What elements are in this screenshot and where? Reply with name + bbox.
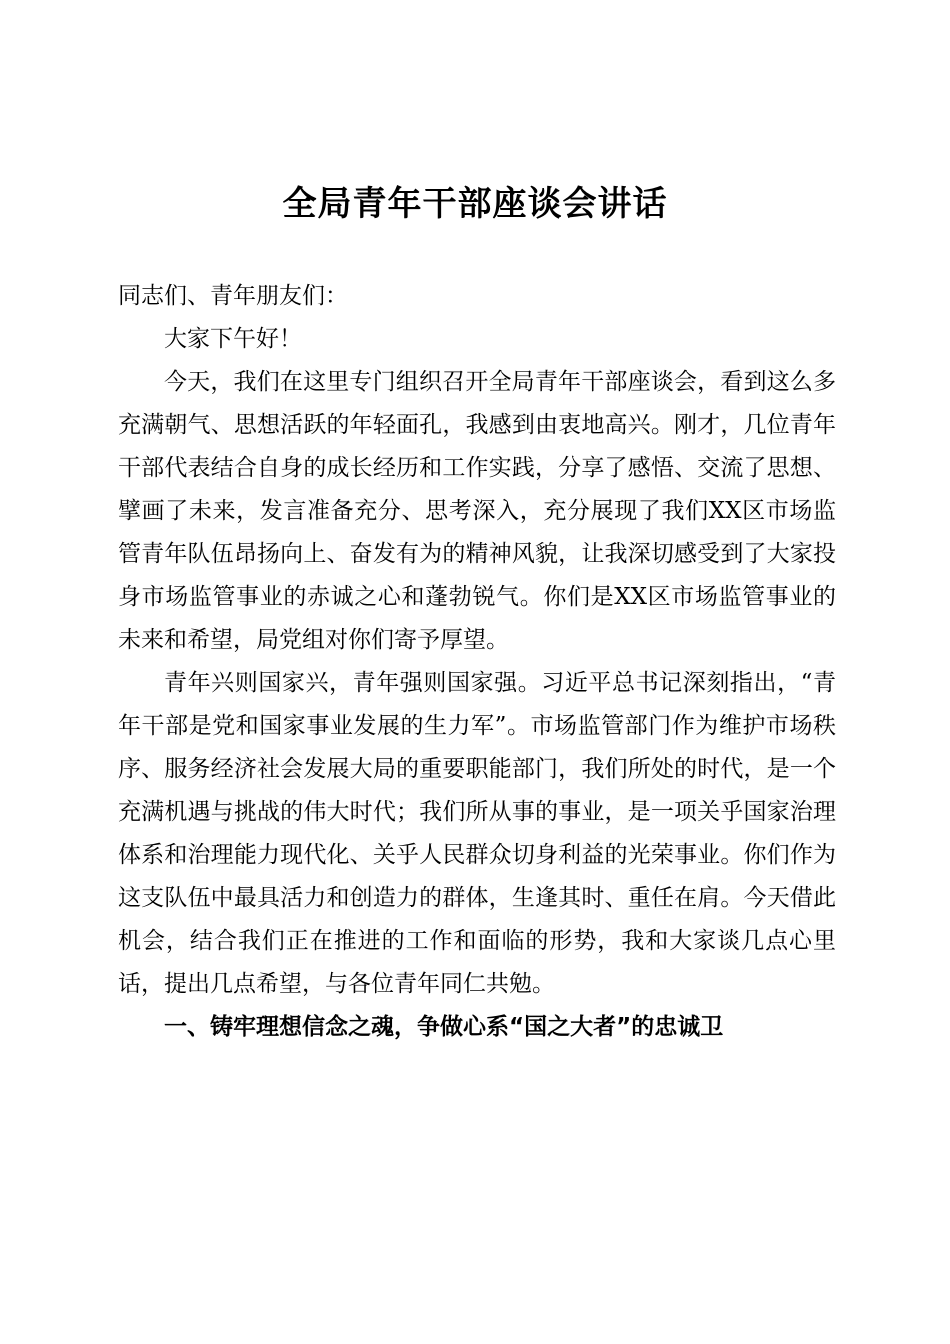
document-body: [118, 275, 836, 1049]
section-heading-1: 一、铸牢理想信念之魂，争做心系“国之大者”的忠诚卫: [164, 1014, 724, 1040]
greeting: 大家下午好！: [164, 326, 302, 352]
paragraph-opening: 今天，我们在这里专门组织召开全局青年干部座谈会，看到这么多充满朝气、思想活跃的年轻面孔，我感到由衷地高兴。刚才，几位青年干部代表结合自身的成长经历和工作实践，分享了感悟、交流了思想、擘画了未来，发言准备充分、思考深入，充分展现了我们XX区市场监管青年队伍昂扬向上、奋发有为的精神风貌，让我深切感受到了大家投身市场监管事业的赤诚之心和蓬勃锐气。你们是XX区市场监管事业的未来和希望，局党组对你们寄予厚望。: [118, 369, 836, 653]
salutation: 同志们、青年朋友们：: [118, 283, 348, 309]
paragraph-context: 青年兴则国家兴，青年强则国家强。习近平总书记深刻指出，“青年干部是党和国家事业发展的生力军”。市场监管部门作为维护市场秩序、服务经济社会发展大局的重要职能部门，我们所处的时代，是一个充满机遇与挑战的伟大时代；我们所从事的事业，是一项关乎国家治理体系和治理能力现代化、关乎人民群众切身利益的光荣事业。你们作为这支队伍中最具活力和创造力的群体，生逢其时、重任在肩。今天借此机会，结合我们正在推进的工作和面临的形势，我和大家谈几点心里话，提出几点希望，与各位青年同仁共勉。: [118, 670, 836, 997]
document-title: 全局青年干部座谈会讲话: [282, 184, 668, 224]
